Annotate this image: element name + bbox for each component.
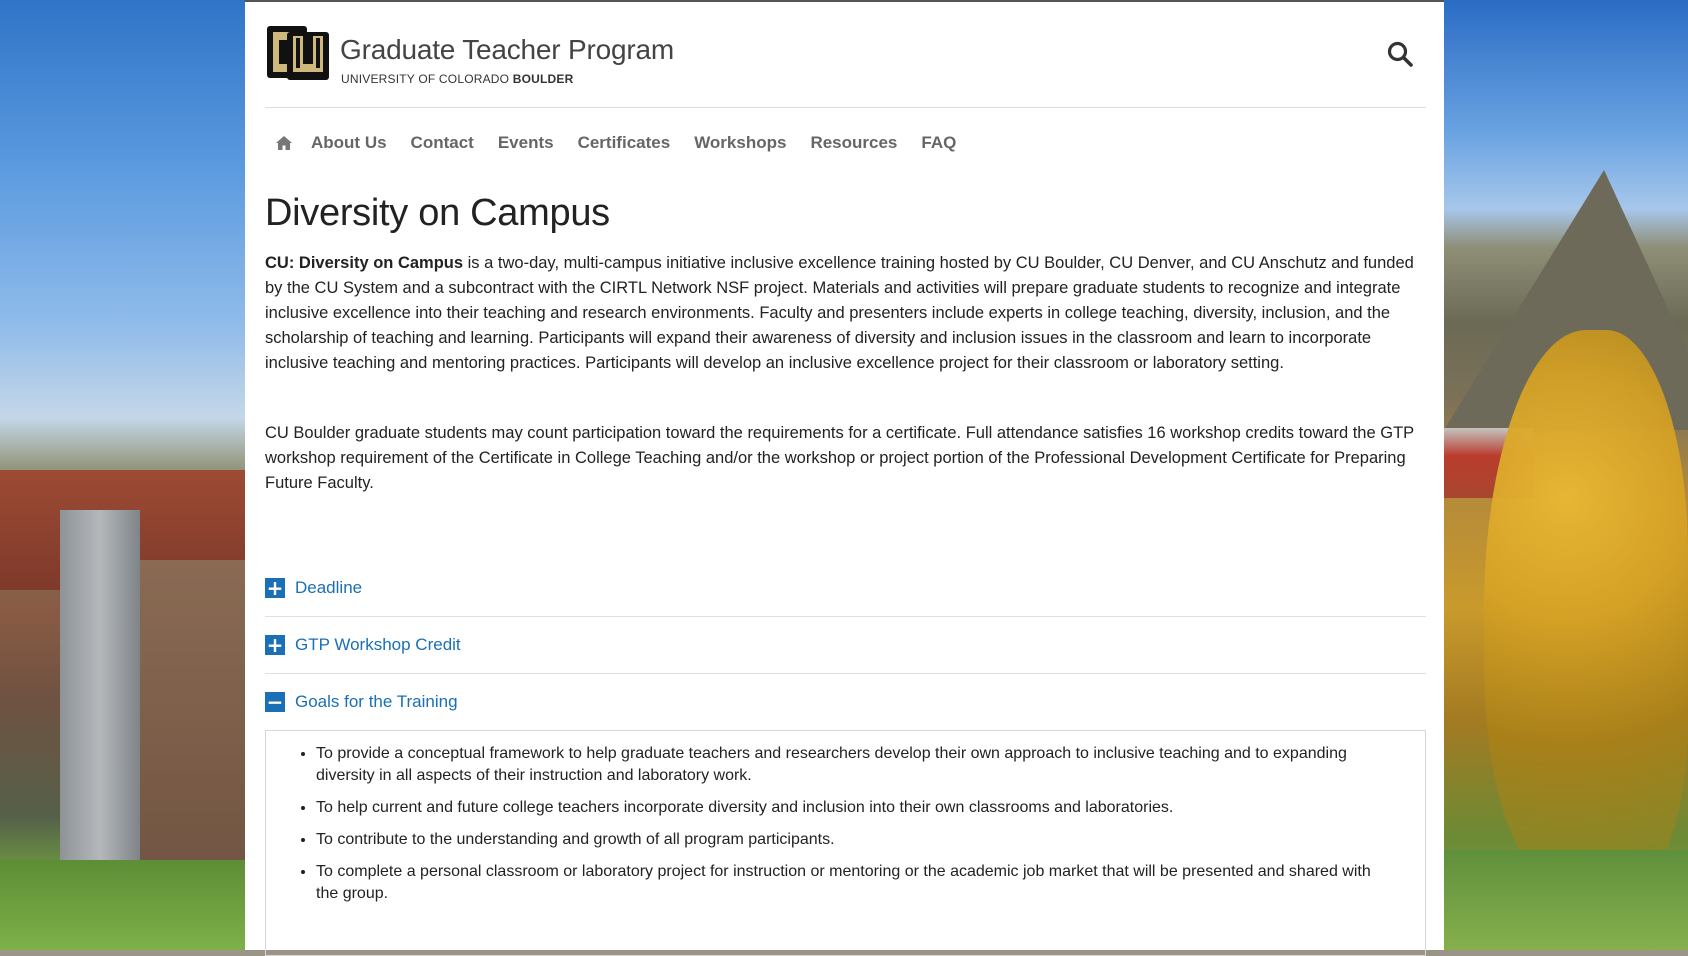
nav-item-certificates[interactable]: Certificates — [577, 133, 671, 152]
nav-item-workshops[interactable]: Workshops — [694, 133, 787, 152]
list-item: • To help current and future college teachers incorporate diversity and inclusion into their own classrooms and laboratories. — [316, 797, 1385, 819]
plus-icon[interactable]: + — [266, 575, 284, 600]
credit-paragraph: CU Boulder graduate students may count participation toward the requirements for a certificate. Full attendance satisfies 16 workshop credits toward the GTP workshop requirement of the Certificate in College Teaching and/or the workshop or project portion of the Professional Development Certificate for Preparing Future Faculty. — [265, 424, 1414, 492]
site-subtitle — [341, 72, 574, 86]
plus-icon[interactable]: + — [266, 632, 284, 657]
accordion-label[interactable]: Goals for the Training — [295, 691, 458, 711]
nav-item-events[interactable]: Events — [497, 133, 554, 152]
accordion-deadline — [265, 559, 1426, 617]
intro-paragraph — [265, 251, 1430, 376]
goals-list — [266, 731, 1425, 905]
site-title[interactable]: Graduate Teacher Program — [340, 34, 674, 65]
accordion-label[interactable]: GTP Workshop Credit — [295, 634, 461, 654]
background-lawn — [0, 860, 245, 950]
intro-bold: CU: Diversity on Campus — [265, 254, 464, 272]
site-subtitle-prefix: UNIVERSITY OF COLORADO — [341, 72, 510, 86]
main-nav — [265, 130, 980, 156]
background-photo-right — [1444, 0, 1688, 950]
accordion-header-gtp-credit[interactable] — [265, 616, 1426, 674]
accordion-body-goals — [265, 731, 1426, 956]
background-photo-left — [0, 0, 245, 950]
accordion-goals — [265, 673, 1426, 956]
nav-item-resources[interactable]: Resources — [810, 133, 898, 152]
site-header — [265, 2, 1426, 108]
site-subtitle-bold: BOULDER — [512, 72, 574, 86]
accordion-header-deadline[interactable] — [265, 559, 1426, 617]
home-icon[interactable] — [275, 134, 293, 152]
page-title: Diversity on Campus — [265, 192, 610, 234]
nav-item-faq[interactable]: FAQ — [921, 133, 957, 152]
background-tree — [1484, 330, 1688, 890]
nav-item-contact[interactable]: Contact — [410, 133, 474, 152]
page-container — [245, 0, 1444, 950]
minus-icon[interactable]: − — [266, 689, 284, 714]
accordion-header-goals[interactable] — [265, 673, 1426, 731]
list-item: • To contribute to the understanding and growth of all program participants. — [316, 829, 1385, 851]
accordion-label[interactable]: Deadline — [295, 577, 363, 597]
list-item: • To provide a conceptual framework to help graduate teachers and researchers develop their own approach to inclusive teaching and to expanding diversity in all aspects of their instruction and laboratory work. — [316, 743, 1385, 787]
intro-text: is a two-day, multi-campus initiative inclusive excellence training hosted by CU Boulder, CU Denver, and CU Anschutz and funded by the CU System and a subcontract with the CIRTL Network NSF project. Materials and activities will prepare graduate students to recognize and integrate inclusive excellence into their teaching and research environments. Faculty and presenters include experts in college teaching, diversity, inclusion, and the scholarship of teaching and learning. Participants will expand their awareness of diversity and inclusion issues in the classroom and learn to incorporate inclusive teaching and mentoring practices. Participants will develop an inclusive excellence project for their classroom or laboratory setting. — [265, 254, 1414, 372]
background-lawn-right — [1444, 850, 1688, 950]
accordion-gtp-workshop-credit — [265, 616, 1426, 674]
nav-item-about-us[interactable]: About Us — [311, 133, 387, 152]
cu-logo[interactable] — [265, 22, 331, 86]
list-item: • To complete a personal classroom or laboratory project for instruction or mentoring or the academic job market that will be presented and shared with the group. — [316, 861, 1385, 905]
search-icon[interactable] — [1386, 40, 1414, 68]
